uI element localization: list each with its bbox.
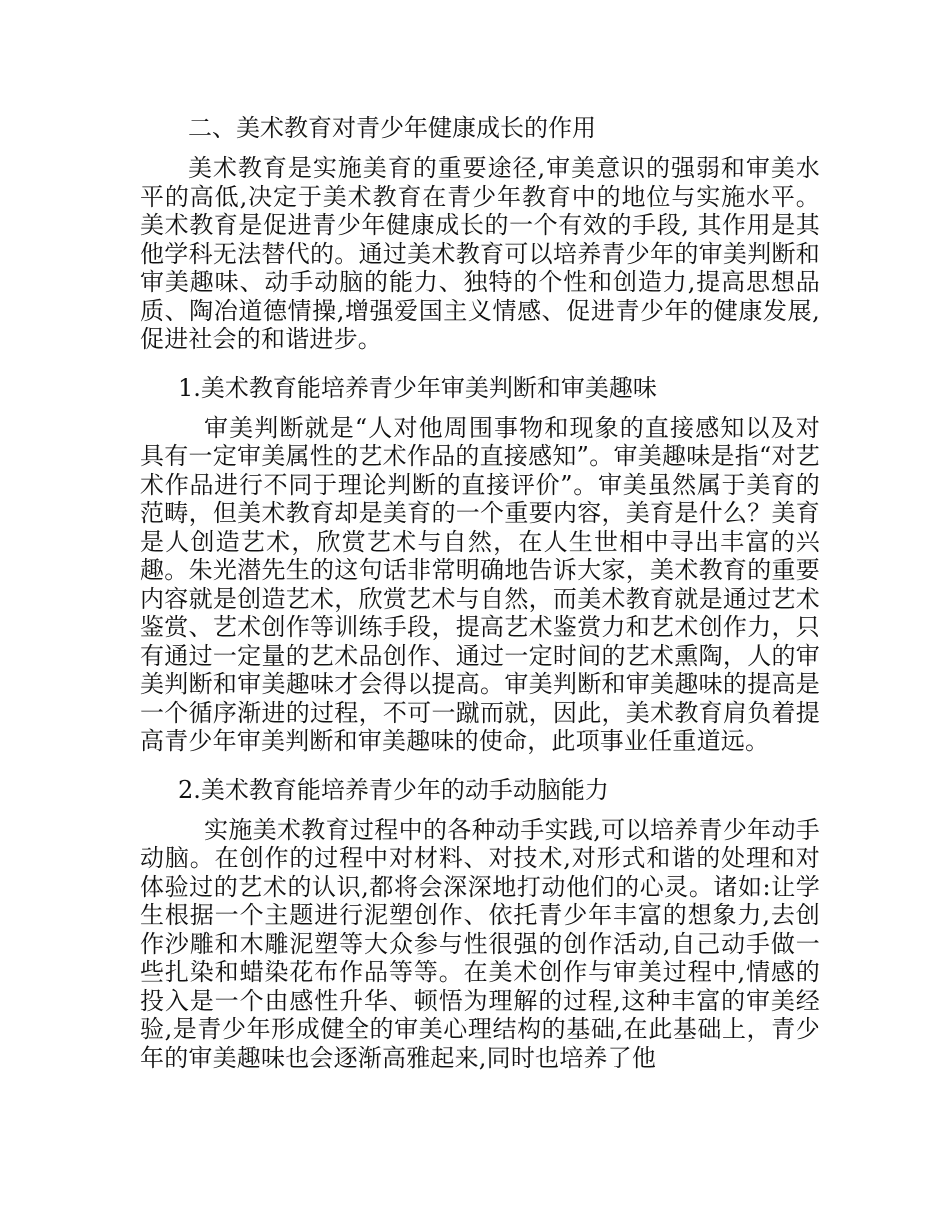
- subsection-2-title: 2.美术教育能培养青少年的动手动脑能力: [178, 775, 609, 804]
- subsection-2-paragraph: 实施美术教育过程中的各种动手实践,可以培养青少年动手动脑。在创作的过程中对材料、对技术,对形式和谐的处理和对体验过的艺术的认识,都将会深深地打动他们的心灵。诸如:让学生根据一个主题进行泥塑创作、依托青少年丰富的想象力,去创作沙雕和木雕泥塑等大众参与性很强的创作活动,自己动手做一些扎染和蜡染花布作品等等。在美术创作与审美过程中,情感的投入是一个由感性升华、顿悟为理解的过程,这种丰富的审美经验,是青少年形成健全的审美心理结构的基础,在此基础上，青少年的审美趣味也会逐渐高雅起来,同时也培养了他: [140, 815, 820, 1072]
- subsection-1-title: 1.美术教育能培养青少年审美判断和审美趣味: [178, 373, 657, 402]
- document-body: [140, 112, 820, 1072]
- subsection-1-paragraph: 审美判断就是“人对他周围事物和现象的直接感知以及对具有一定审美属性的艺术作品的直接感知”。审美趣味是指“对艺术作品进行不同于理论判断的直接评价”。审美虽然属于美育的范畴，但美术教育却是美育的一个重要内容，美育是什么？美育是人创造艺术，欣赏艺术与自然，在人生世相中寻出丰富的兴趣。朱光潜先生的这句话非常明确地告诉大家，美术教育的重要内容就是创造艺术，欣赏艺术与自然，而美术教育就是通过艺术鉴赏、艺术创作等训练手段，提高艺术鉴赏力和艺术创作力，只有通过一定量的艺术品创作、通过一定时间的艺术熏陶，人的审美判断和审美趣味才会得以提高。审美判断和审美趣味的提高是一个循序渐进的过程，不可一蹴而就，因此，美术教育肩负着提高青少年审美判断和审美趣味的使命，此项事业任重道远。: [140, 413, 820, 755]
- intro-paragraph: 美术教育是实施美育的重要途径,审美意识的强弱和审美水平的高低,决定于美术教育在青少年教育中的地位与实施水平。美术教育是促进青少年健康成长的一个有效的手段, 其作用是其他学科无法替代的。通过美术教育可以培养青少年的审美判断和审美趣味、动手动脑的能力、独特的个性和创造力,提高思想品质、陶冶道德情操,增强爱国主义情感、促进青少年的健康发展,促进社会的和谐进步。: [140, 154, 820, 353]
- section-title: 二、美术教育对青少年健康成长的作用: [188, 114, 596, 142]
